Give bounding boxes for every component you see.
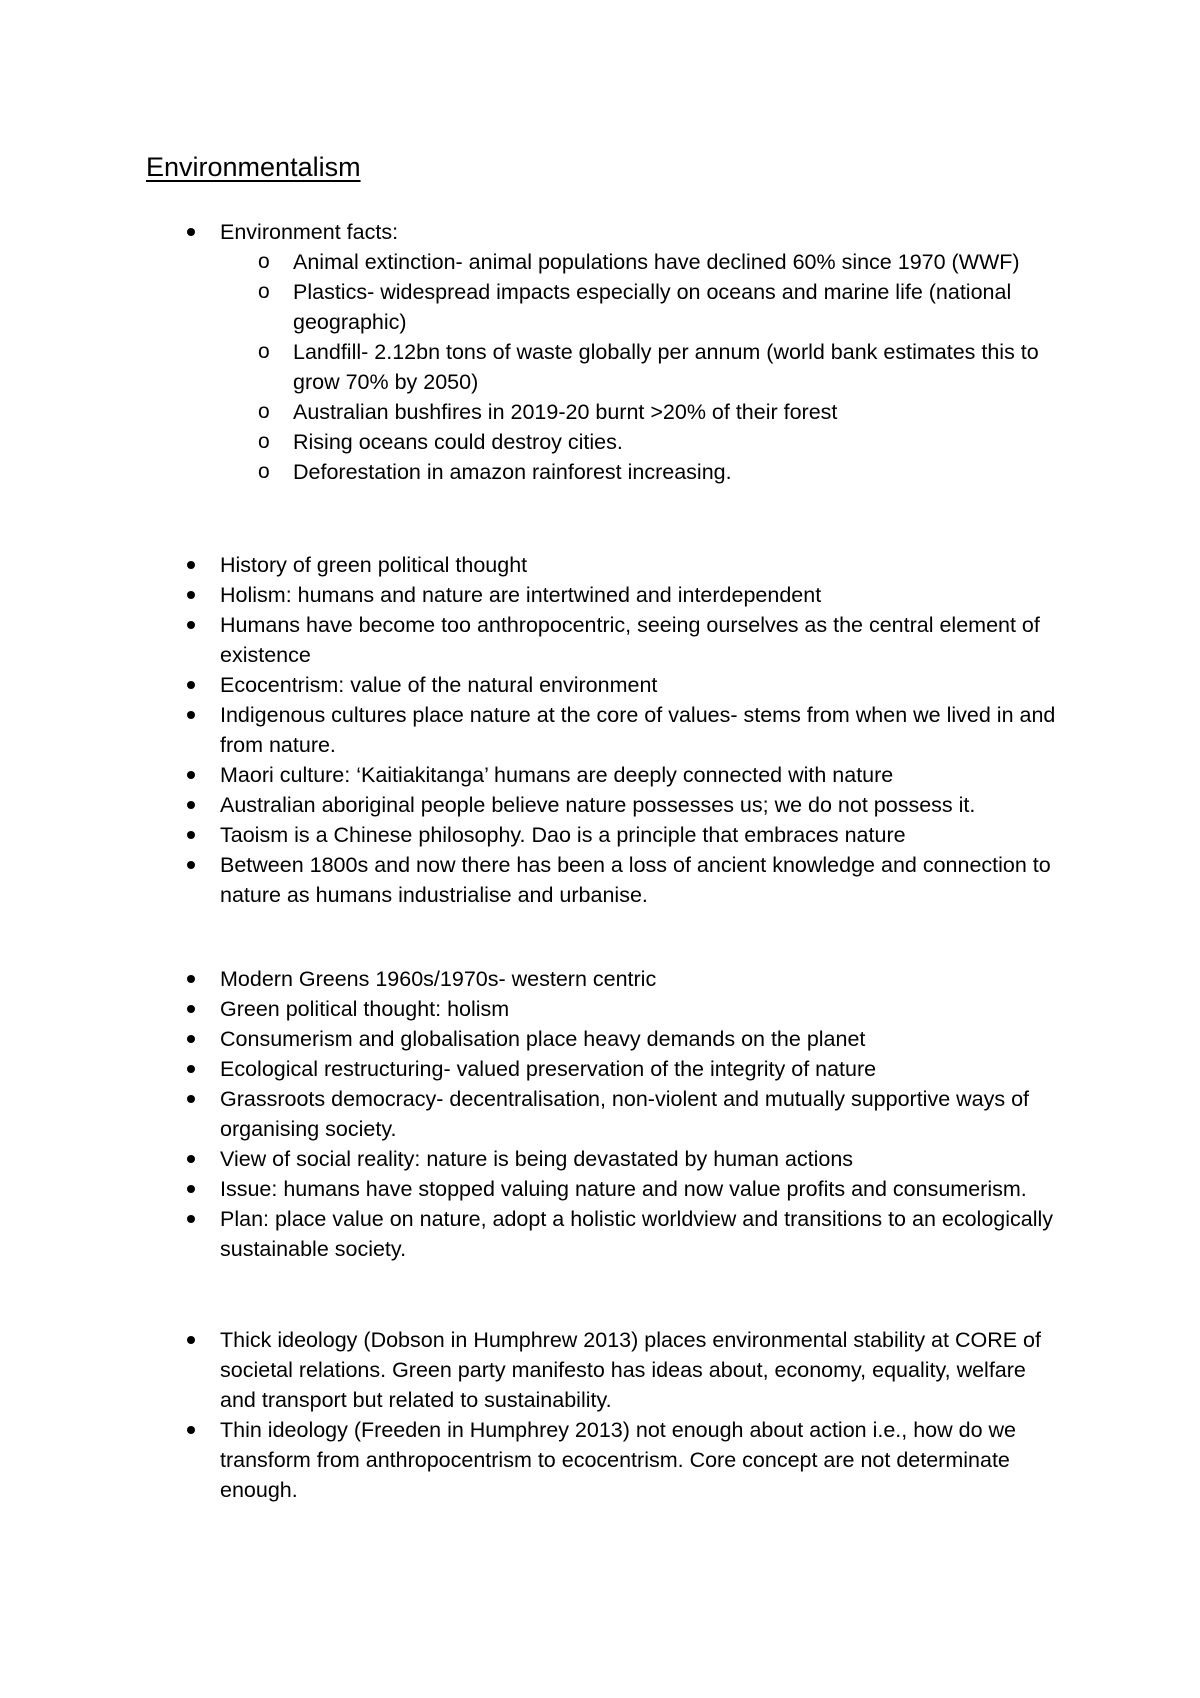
list-item bbox=[0, 1174, 1065, 1204]
list-item bbox=[0, 1204, 1065, 1264]
bullet-icon bbox=[187, 228, 195, 236]
sub-bullet-list bbox=[0, 247, 1200, 487]
list-item-text: Indigenous cultures place nature at the core of values- stems from when we lived in and from nature. bbox=[220, 703, 1056, 757]
bullet-icon bbox=[187, 771, 195, 779]
list-item-text: Modern Greens 1960s/1970s- western centric bbox=[220, 967, 657, 991]
sub-list-item-text: Landfill- 2.12bn tons of waste globally per annum (world bank estimates this to grow 70% by 2050) bbox=[293, 340, 1039, 394]
sub-list-item-text: Rising oceans could destroy cities. bbox=[293, 430, 623, 454]
list-item bbox=[0, 1024, 1065, 1054]
sub-list-item bbox=[0, 457, 1065, 487]
bullet-icon bbox=[187, 801, 195, 809]
sub-list-item bbox=[0, 247, 1065, 277]
list-item-text: View of social reality: nature is being devastated by human actions bbox=[220, 1147, 854, 1171]
list-item-text: Australian aboriginal people believe nature possesses us; we do not possess it. bbox=[220, 793, 976, 817]
hollow-bullet-icon: o bbox=[258, 460, 270, 483]
hollow-bullet-icon: o bbox=[258, 280, 270, 303]
bullet-icon bbox=[187, 831, 195, 839]
list-item-text: Holism: humans and nature are intertwined and interdependent bbox=[220, 583, 822, 607]
list-item-text: Maori culture: ‘Kaitiakitanga’ humans are deeply connected with nature bbox=[220, 763, 894, 787]
list-item-text: Environment facts: bbox=[220, 220, 399, 244]
bullet-icon bbox=[187, 1215, 195, 1223]
list-item bbox=[0, 760, 1065, 790]
list-item bbox=[0, 850, 1065, 910]
hollow-bullet-icon: o bbox=[258, 340, 270, 363]
list-item-text: Green political thought: holism bbox=[220, 997, 510, 1021]
bullet-list bbox=[0, 217, 1200, 247]
sub-list-item-text: Plastics- widespread impacts especially on oceans and marine life (national geographic) bbox=[293, 280, 1012, 334]
bullet-icon bbox=[187, 861, 195, 869]
bullet-icon bbox=[187, 1065, 195, 1073]
section-modern-greens bbox=[0, 964, 1200, 1264]
list-item bbox=[0, 994, 1065, 1024]
sub-list-item bbox=[0, 277, 1065, 337]
section-environment-facts bbox=[0, 217, 1200, 487]
bullet-icon bbox=[187, 681, 195, 689]
list-item bbox=[0, 610, 1065, 670]
list-item bbox=[0, 700, 1065, 760]
sub-list-item bbox=[0, 427, 1065, 457]
list-item bbox=[0, 1054, 1065, 1084]
bullet-list bbox=[0, 550, 1200, 910]
list-item-text: Thick ideology (Dobson in Humphrew 2013) places environmental stability at CORE of societal relations. Green party manifesto has ideas about, economy, equality, welfare and transport but related to sustainability. bbox=[220, 1328, 1041, 1412]
hollow-bullet-icon: o bbox=[258, 250, 270, 273]
sub-list-item-text: Animal extinction- animal populations have declined 60% since 1970 (WWF) bbox=[293, 250, 1020, 274]
hollow-bullet-icon: o bbox=[258, 400, 270, 423]
bullet-icon bbox=[187, 1005, 195, 1013]
list-item bbox=[0, 790, 1065, 820]
section-ideology bbox=[0, 1325, 1200, 1505]
bullet-icon bbox=[187, 711, 195, 719]
list-item-text: Thin ideology (Freeden in Humphrey 2013) not enough about action i.e., how do we transform from anthropocentrism to ecocentrism. Core concept are not determinate enough. bbox=[220, 1418, 1017, 1502]
list-item bbox=[0, 1415, 1065, 1505]
list-item bbox=[0, 1144, 1065, 1174]
list-item bbox=[0, 550, 1065, 580]
bullet-list bbox=[0, 964, 1200, 1264]
list-item-text: Between 1800s and now there has been a loss of ancient knowledge and connection to nature as humans industrialise and urbanise. bbox=[220, 853, 1051, 907]
bullet-icon bbox=[187, 1095, 195, 1103]
bullet-icon bbox=[187, 1185, 195, 1193]
list-item-text: Consumerism and globalisation place heavy demands on the planet bbox=[220, 1027, 866, 1051]
bullet-icon bbox=[187, 1035, 195, 1043]
bullet-list bbox=[0, 1325, 1200, 1505]
sub-list-item bbox=[0, 337, 1065, 397]
bullet-icon bbox=[187, 1336, 195, 1344]
sub-list-item-text: Deforestation in amazon rainforest increasing. bbox=[293, 460, 732, 484]
bullet-icon bbox=[187, 1426, 195, 1434]
list-item bbox=[0, 217, 1065, 247]
list-item-text: Taoism is a Chinese philosophy. Dao is a principle that embraces nature bbox=[220, 823, 906, 847]
bullet-icon bbox=[187, 591, 195, 599]
list-item bbox=[0, 820, 1065, 850]
bullet-icon bbox=[187, 561, 195, 569]
sub-list-item bbox=[0, 397, 1065, 427]
hollow-bullet-icon: o bbox=[258, 430, 270, 453]
sub-list-item-text: Australian bushfires in 2019-20 burnt >20% of their forest bbox=[293, 400, 838, 424]
list-item-text: History of green political thought bbox=[220, 553, 528, 577]
bullet-icon bbox=[187, 621, 195, 629]
bullet-icon bbox=[187, 1155, 195, 1163]
bullet-icon bbox=[187, 975, 195, 983]
list-item-text: Ecocentrism: value of the natural environment bbox=[220, 673, 658, 697]
list-item-text: Humans have become too anthropocentric, seeing ourselves as the central element of existence bbox=[220, 613, 1040, 667]
page-title: Environmentalism bbox=[146, 152, 361, 182]
list-item bbox=[0, 580, 1065, 610]
list-item-text: Plan: place value on nature, adopt a holistic worldview and transitions to an ecologically sustainable society. bbox=[220, 1207, 1054, 1261]
list-item bbox=[0, 1325, 1065, 1415]
list-item bbox=[0, 1084, 1065, 1144]
list-item-text: Grassroots democracy- decentralisation, non-violent and mutually supportive ways of organising society. bbox=[220, 1087, 1030, 1141]
list-item bbox=[0, 670, 1065, 700]
list-item-text: Ecological restructuring- valued preservation of the integrity of nature bbox=[220, 1057, 877, 1081]
list-item bbox=[0, 964, 1065, 994]
list-item-text: Issue: humans have stopped valuing nature and now value profits and consumerism. bbox=[220, 1177, 1027, 1201]
section-history bbox=[0, 550, 1200, 910]
